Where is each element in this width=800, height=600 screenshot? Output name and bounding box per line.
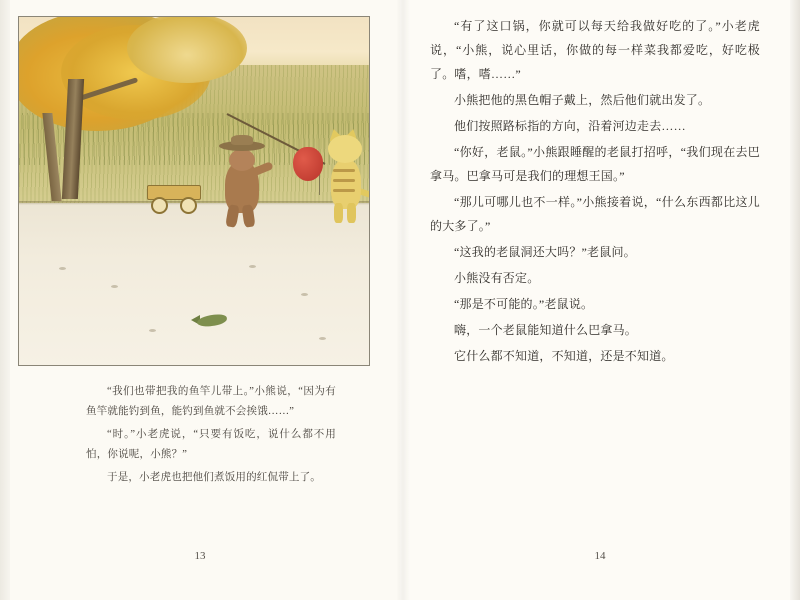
paragraph: 小熊把他的黑色帽子戴上，然后他们就出发了。 [454,93,711,107]
paragraph: “有了这口锅，你就可以每天给我做好吃的了。”小老虎说，“小熊，说心里话，你做的每一样菜我都爱吃，好吃极了。嗜，嗜……” [430,19,760,81]
paragraph: 它什么都不知道，不知道，还是不知道。 [454,349,674,363]
pebble [111,285,118,288]
illustration-frame [18,16,370,366]
tiger-character [319,129,369,229]
paragraph: “我们也带把我的鱼竿儿带上。”小熊说，“因为有鱼竿就能钓到鱼，能钓到鱼就不会挨饿……” [86,386,336,418]
pebble [59,267,66,270]
cart-wheel [151,197,168,214]
paragraph: “你好，老鼠。”小熊跟睡醒的老鼠打招呼，“我们现在去巴拿马。巴拿马可是我们的理想王国。” [430,145,760,183]
tiger-body [331,159,361,209]
tiger-stripe [333,189,355,192]
cart-wheel [180,197,197,214]
fish-body [197,313,228,327]
paragraph: “那儿可哪儿也不一样。”小熊接着说，“什么东西都比这儿的大多了。” [430,195,760,233]
pebble [301,293,308,296]
paragraph: 于是，小老虎也把他们煮饭用的红侃带上了。 [107,471,321,483]
tiger-stripe [333,169,355,172]
right-page-edge [790,0,800,600]
tiger-leg [347,203,356,223]
bear-character [215,135,271,227]
bear-head [229,149,255,171]
pebble [149,329,156,332]
pebble [319,337,326,340]
tiger-stripe [333,179,355,182]
paragraph: 小熊没有否定。 [454,271,540,285]
paragraph: “时。”小老虎说，“只要有饭吃，说什么都不用怕，你说呢，小熊？” [86,428,336,461]
road [19,203,369,365]
page-number-left: 13 [194,550,206,562]
left-page-edge [0,0,10,600]
paragraph: “那是不可能的。”老鼠说。 [454,297,594,311]
left-page-text [86,382,336,490]
paragraph: 他们按照路标指的方向，沿着河边走去…… [454,119,686,133]
fish [191,313,233,327]
tiger-leg [334,203,343,223]
page-number-right: 14 [594,550,606,562]
tiger-head [328,135,362,163]
bear-leg [225,204,240,228]
pebble [249,265,256,268]
bear-hat-crown [231,135,253,145]
cart [147,185,203,211]
illustration [19,17,369,365]
right-page-text [430,14,760,370]
paragraph: 嗨，一个老鼠能知道什么巴拿马。 [454,323,638,337]
paragraph: “这我的老鼠洞还大吗？”老鼠问。 [454,245,636,259]
right-page [400,0,800,600]
